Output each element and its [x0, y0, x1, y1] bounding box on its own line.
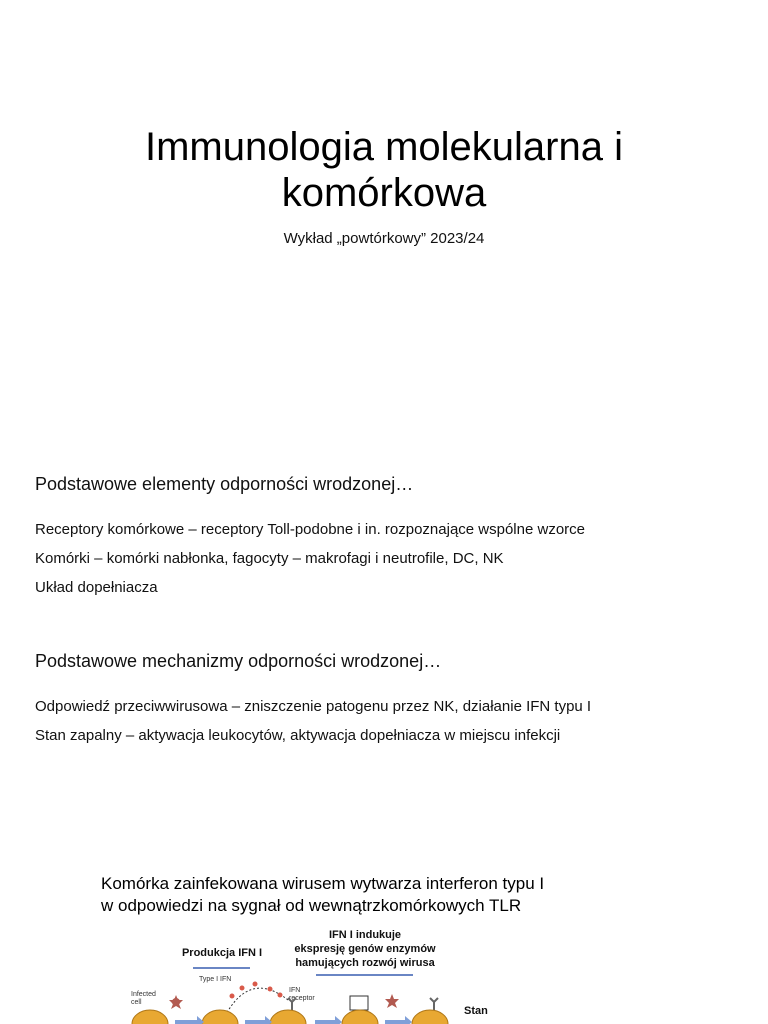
list-item: Receptory komórkowe – receptory Toll-podobne i in. rozpoznające wspólne wzorce: [35, 521, 586, 538]
virus-icon: [169, 995, 183, 1009]
page-title: [0, 124, 768, 216]
title-line-1: Immunologia molekularna i: [144, 125, 623, 169]
ifn-induces-line-2: ekspresję genów enzymów: [294, 943, 436, 955]
innate-elements-heading: Podstawowe elementy odporności wrodzonej…: [35, 474, 414, 494]
ifn-production-label: Produkcja IFN I: [181, 947, 263, 959]
list-item: Odpowiedź przeciwwirusowa – zniszczenie patogenu przez NK, działanie IFN typu I: [35, 698, 592, 715]
list-item: Stan zapalny – aktywacja leukocytów, aktywacja dopełniacza w miejscu infekcji: [35, 727, 561, 744]
figure-title-line-1: Komórka zainfekowana wirusem wytwarza interferon typu I: [101, 874, 545, 893]
receptor-line-1: IFN: [289, 987, 301, 994]
list-item: Układ dopełniacza: [35, 579, 158, 596]
ifn-induces-line-3: hamujących rozwój wirusa: [295, 957, 435, 969]
cell: [412, 1010, 448, 1024]
receptor-box: [350, 996, 368, 1010]
type-i-ifn-label: Type I IFN: [199, 976, 232, 983]
figure-title: [101, 873, 544, 917]
cell: [132, 1010, 168, 1024]
cell: [202, 1010, 238, 1024]
subtitle: Wykład „powtórkowy” 2023/24: [283, 230, 485, 247]
state-label: Stan: [464, 1005, 488, 1017]
infected-line-1: Infected: [131, 991, 156, 998]
receptor-icon: [288, 998, 296, 1010]
ifn-diagram: [120, 960, 580, 1024]
list-item: Komórki – komórki nabłonka, fagocyty – makrofagi i neutrofile, DC, NK: [35, 550, 504, 567]
figure-title-line-2: w odpowiedzi na sygnał od wewnątrzkomórkowych TLR: [101, 896, 522, 915]
virus-icon: [385, 994, 399, 1008]
ifn-induces-line-1: IFN I indukuje: [328, 929, 402, 941]
innate-mechanisms-heading: Podstawowe mechanizmy odporności wrodzonej…: [35, 651, 442, 671]
title-line-2: komórkowa: [281, 171, 487, 215]
receptor-icon: [430, 998, 438, 1010]
infected-line-2: cell: [131, 999, 142, 1006]
ifn-molecules: [230, 982, 283, 999]
cell: [270, 1010, 306, 1024]
cell: [342, 1010, 378, 1024]
receptor-line-2: receptor: [289, 995, 315, 1002]
